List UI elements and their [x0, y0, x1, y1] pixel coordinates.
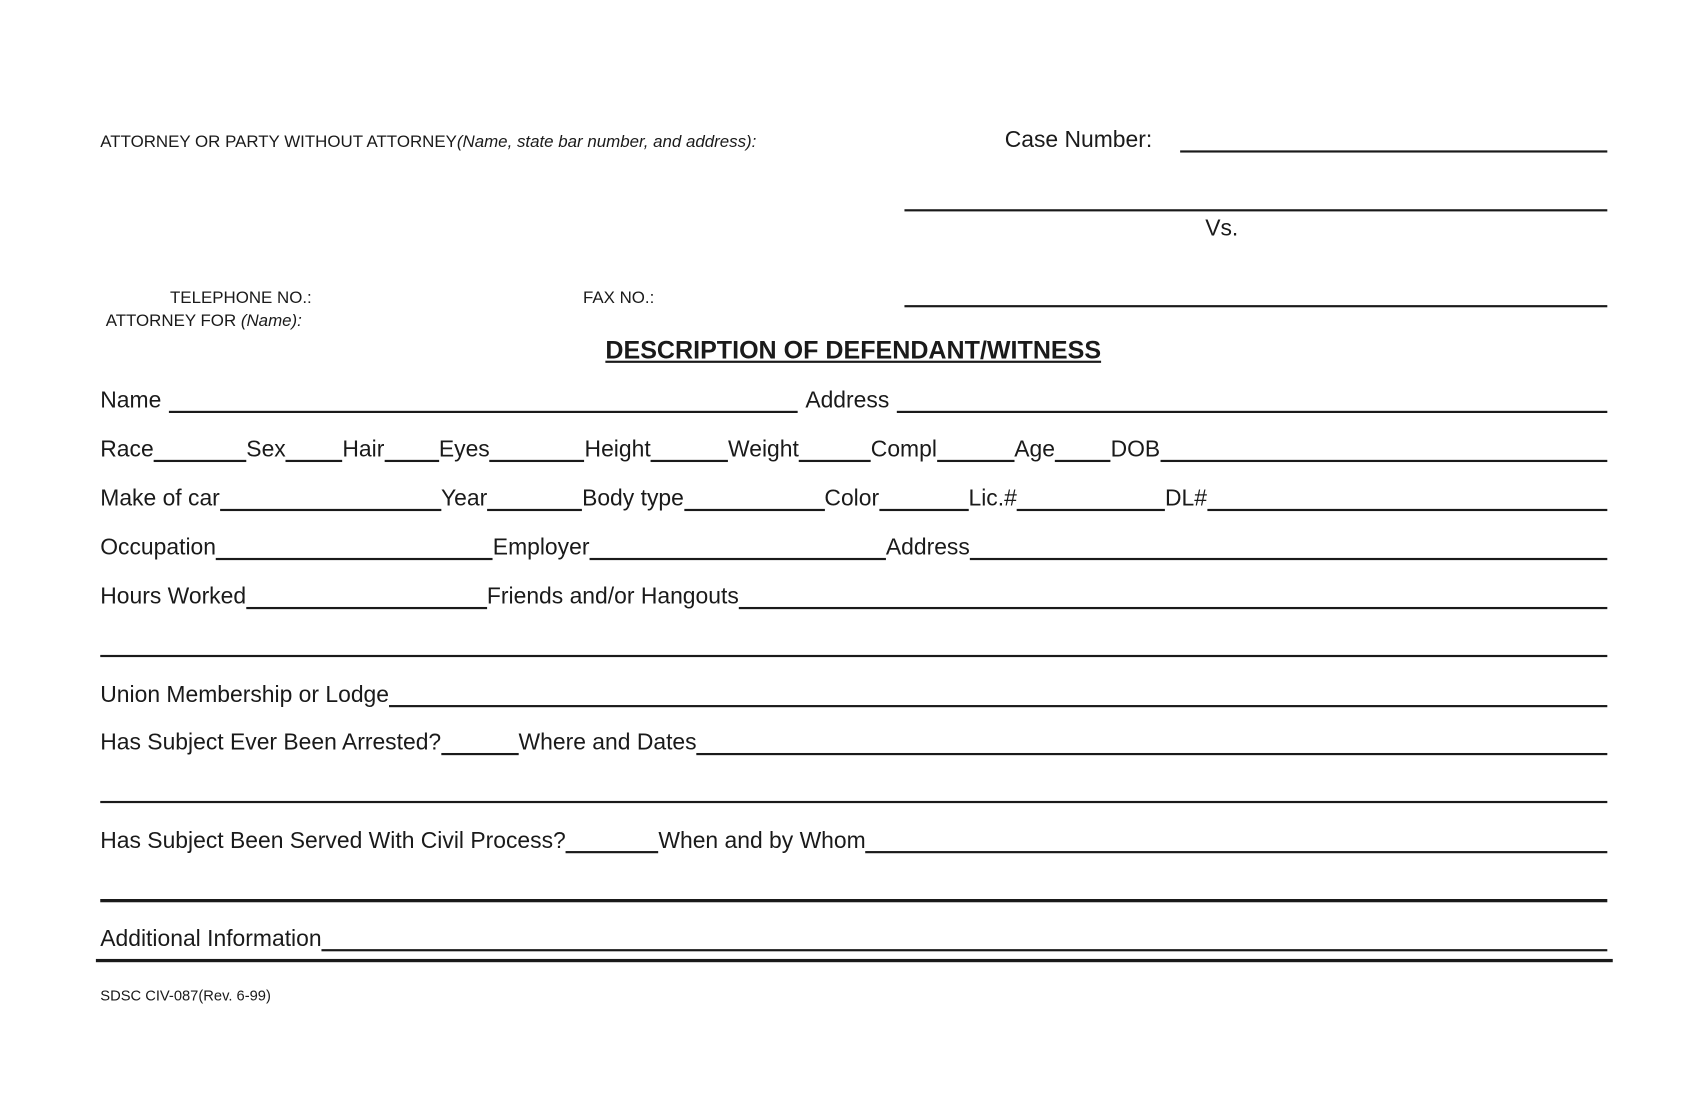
hours-label: Hours Worked — [100, 584, 247, 610]
hangouts-field[interactable] — [739, 607, 1608, 609]
hair-field[interactable] — [384, 460, 438, 462]
vs-label: Vs. — [1205, 215, 1239, 241]
body-type-field[interactable] — [684, 509, 825, 511]
attorney-hint: (Name, state bar number, and address): — [456, 132, 757, 152]
occupation-label: Occupation — [100, 535, 217, 561]
defendant-field[interactable] — [904, 305, 1607, 307]
eyes-label: Eyes — [438, 436, 490, 463]
complexion-label: Compl — [870, 436, 937, 463]
hours-field[interactable] — [246, 607, 487, 609]
when-whom-label: When and by Whom — [658, 828, 866, 854]
year-label: Year — [441, 486, 488, 512]
age-field[interactable] — [1055, 460, 1111, 462]
body-type-label: Body type — [582, 486, 684, 512]
race-field[interactable] — [154, 460, 247, 462]
arrested-label: Has Subject Ever Been Arrested? — [100, 730, 442, 756]
make-field[interactable] — [220, 509, 441, 511]
employer-label: Employer — [492, 535, 590, 561]
employer-address-field[interactable] — [970, 558, 1607, 560]
fax-label: FAX NO.: — [582, 288, 655, 308]
where-dates-field[interactable] — [697, 753, 1608, 755]
hair-label: Hair — [342, 436, 385, 463]
bottom-rule — [96, 959, 1613, 962]
occupation-field[interactable] — [216, 558, 493, 560]
race-label: Race — [100, 436, 154, 463]
form-title: DESCRIPTION OF DEFENDANT/WITNESS — [605, 335, 1102, 364]
height-field[interactable] — [651, 460, 728, 462]
attorney-for-hint: (Name): — [240, 311, 302, 331]
additional-field[interactable] — [322, 949, 1608, 951]
license-field[interactable] — [1017, 509, 1165, 511]
arrested-field[interactable] — [441, 753, 518, 755]
telephone-label: TELEPHONE NO.: — [169, 288, 312, 308]
union-field[interactable] — [389, 705, 1607, 707]
row-work — [100, 531, 1607, 562]
age-label: Age — [1014, 436, 1056, 463]
row-physical — [100, 433, 1607, 464]
row-name — [100, 384, 1607, 415]
dl-field[interactable] — [1207, 509, 1607, 511]
employer-address-label: Address — [885, 535, 970, 561]
hangouts-field-cont[interactable] — [100, 655, 1607, 657]
year-field[interactable] — [487, 509, 582, 511]
when-whom-field[interactable] — [866, 851, 1608, 853]
where-dates-field-cont[interactable] — [100, 801, 1607, 803]
dob-field[interactable] — [1160, 460, 1607, 462]
complexion-field[interactable] — [937, 460, 1014, 462]
attorney-for-text: ATTORNEY FOR — [105, 311, 237, 331]
row-arrested — [100, 726, 1607, 757]
hangouts-label: Friends and/or Hangouts — [486, 584, 739, 610]
eyes-field[interactable] — [490, 460, 585, 462]
case-number-field[interactable] — [1180, 150, 1607, 152]
row-hours — [100, 580, 1607, 611]
union-label: Union Membership or Lodge — [100, 682, 390, 708]
row-vehicle — [100, 482, 1607, 513]
where-dates-label: Where and Dates — [518, 730, 697, 756]
sex-field[interactable] — [286, 460, 343, 462]
served-field[interactable] — [566, 851, 659, 853]
make-label: Make of car — [100, 486, 220, 512]
color-label: Color — [824, 486, 880, 512]
name-label: Name — [100, 387, 162, 413]
address-label: Address — [805, 387, 890, 413]
attorney-for-label — [106, 312, 302, 332]
weight-field[interactable] — [799, 460, 871, 462]
attorney-label — [100, 133, 756, 153]
row-union — [100, 678, 1607, 709]
served-label: Has Subject Been Served With Civil Process? — [100, 828, 566, 854]
sex-label: Sex — [246, 436, 286, 463]
height-label: Height — [584, 436, 651, 463]
color-field[interactable] — [879, 509, 968, 511]
row-served — [100, 824, 1607, 855]
employer-field[interactable] — [589, 558, 885, 560]
additional-label: Additional Information — [100, 926, 322, 952]
weight-label: Weight — [728, 436, 799, 463]
dl-label: DL# — [1165, 486, 1207, 512]
row-additional — [100, 922, 1607, 953]
attorney-label-text: ATTORNEY OR PARTY WITHOUT ATTORNEY — [100, 132, 457, 152]
address-field[interactable] — [897, 411, 1607, 413]
when-whom-field-cont[interactable] — [100, 899, 1607, 902]
dob-label: DOB — [1110, 436, 1161, 463]
name-field[interactable] — [169, 411, 798, 413]
case-number-label: Case Number: — [1004, 127, 1153, 153]
form-id: SDSC CIV-087(Rev. 6-99) — [100, 987, 271, 1004]
license-label: Lic.# — [968, 486, 1017, 512]
plaintiff-field[interactable] — [904, 209, 1607, 211]
